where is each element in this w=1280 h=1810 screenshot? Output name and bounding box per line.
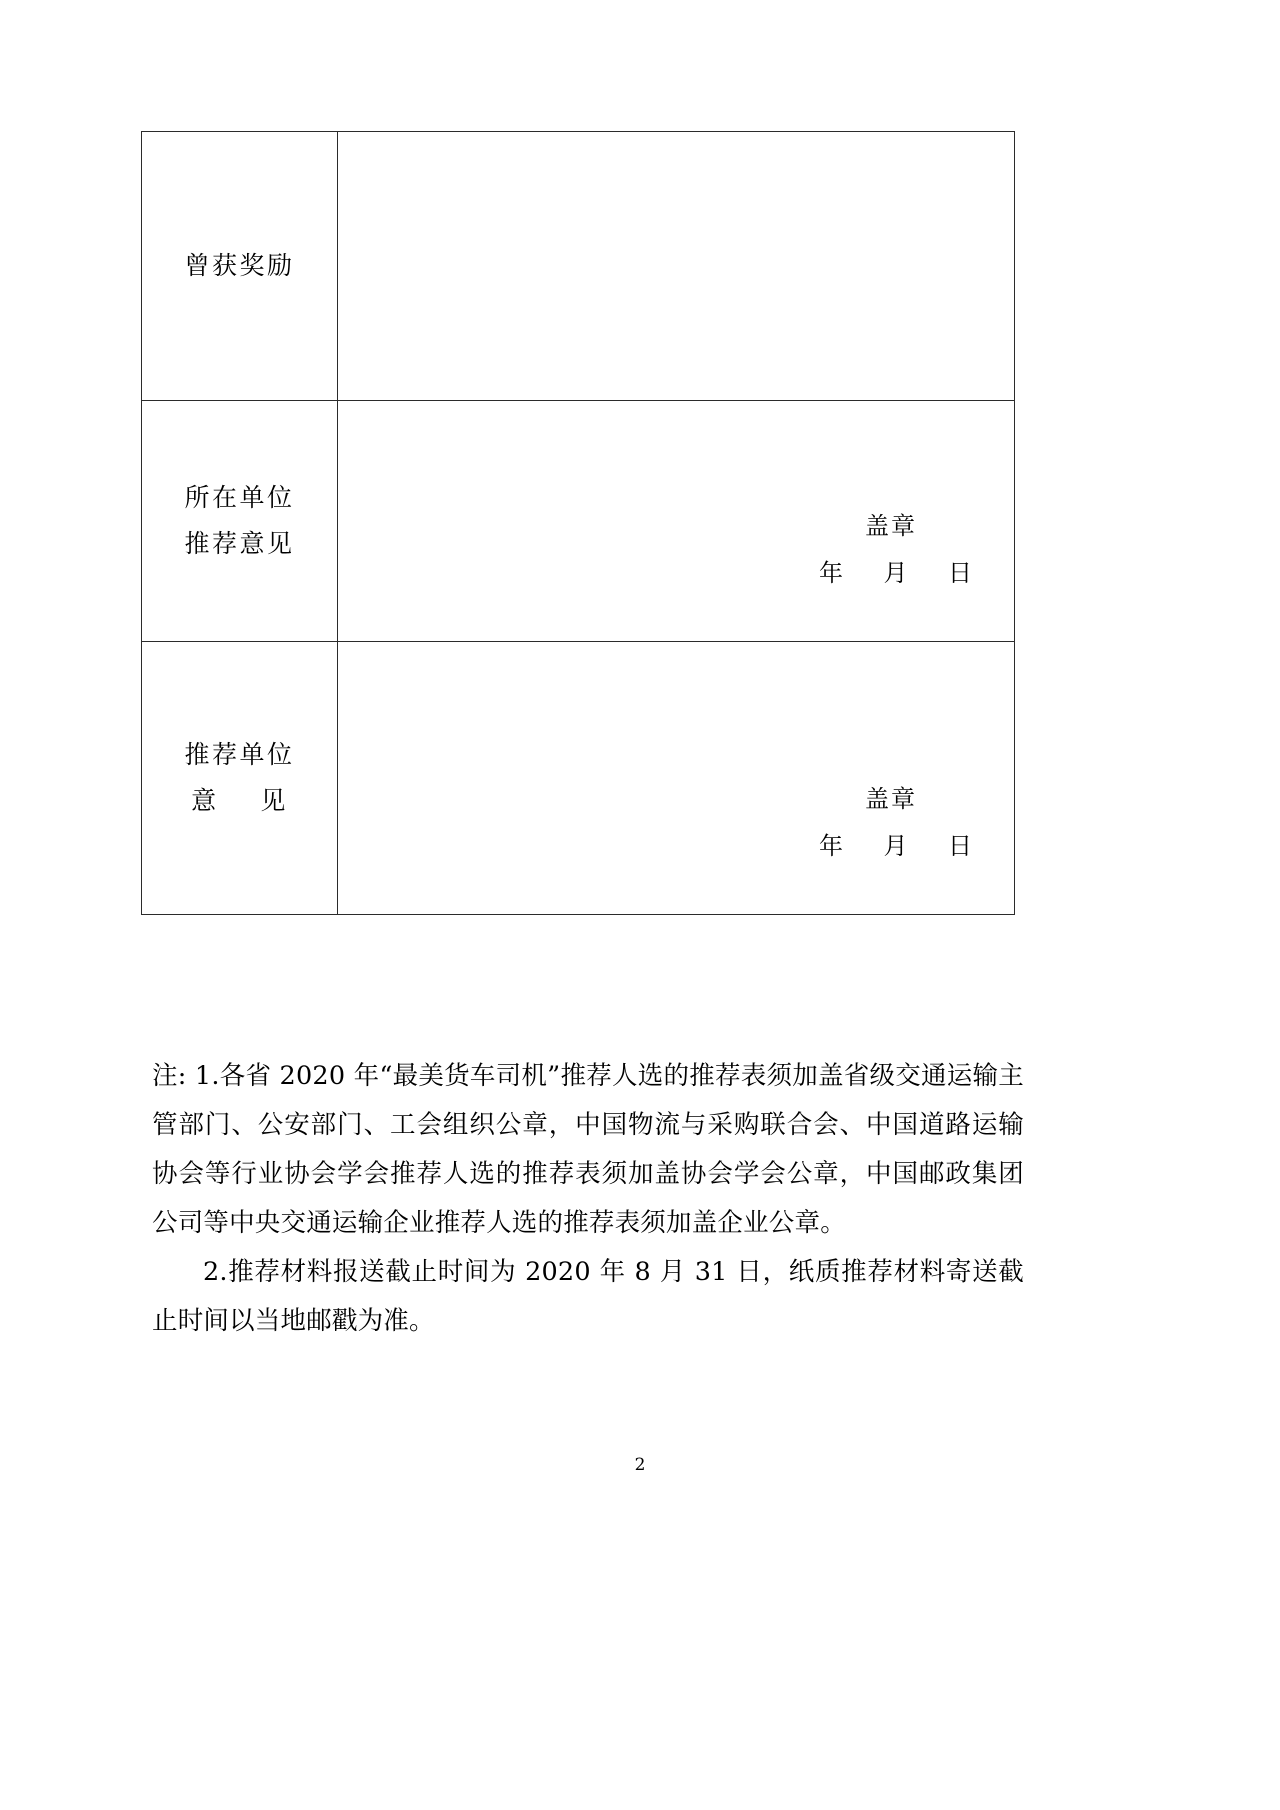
row-content-awards[interactable] — [338, 132, 1015, 401]
table-row-unit-opinion — [142, 401, 1015, 642]
row-label-recommending-unit-line-1: 推荐单位 — [184, 739, 295, 769]
row-label-unit-opinion-line-1: 所在单位 — [184, 482, 295, 512]
page-number: 2 — [634, 1455, 646, 1475]
row-content-unit-opinion[interactable] — [338, 401, 1015, 642]
note-item-1: 注: 1.各省 2020 年“最美货车司机”推荐人选的推荐表须加盖省级交通运输主管部门、公安部门、工会组织公章，中国物流与采购联合会、中国道路运输协会等行业协会学会推荐人选的推荐表须加盖协会学会公章，中国邮政集团公司等中央交通运输企业推荐人选的推荐表须加盖企业公章。 — [152, 1061, 1024, 1238]
seal-date-line-unit: 年 月 日 — [818, 559, 974, 588]
row-label-recommending-unit-line-2: 意 见 — [191, 786, 288, 815]
row-label-unit-opinion-line-2: 推荐意见 — [184, 529, 295, 558]
row-content-recommending-unit[interactable] — [338, 642, 1015, 915]
seal-stamp-label-recommending: 盖章 — [864, 785, 917, 814]
row-label-recommending-unit — [142, 642, 338, 915]
row-label-awards-line-1: 曾获奖励 — [184, 250, 295, 280]
seal-block-unit — [819, 503, 974, 597]
note-item-2: 2.推荐材料报送截止时间为 2020 年 8 月 31 日，纸质推荐材料寄送截止时间以当地邮戳为准。 — [152, 1257, 1024, 1336]
table-row-recommending-unit-opinion — [142, 642, 1015, 915]
row-label-unit-opinion — [142, 401, 338, 642]
row-label-awards — [142, 132, 338, 401]
table-row-awards — [142, 132, 1015, 401]
seal-date-line-recommending: 年 月 日 — [818, 832, 974, 861]
recommendation-form-table — [141, 131, 1015, 915]
seal-block-recommending — [819, 776, 974, 870]
seal-stamp-label-unit: 盖章 — [864, 512, 917, 541]
notes-section — [152, 1052, 1024, 1346]
